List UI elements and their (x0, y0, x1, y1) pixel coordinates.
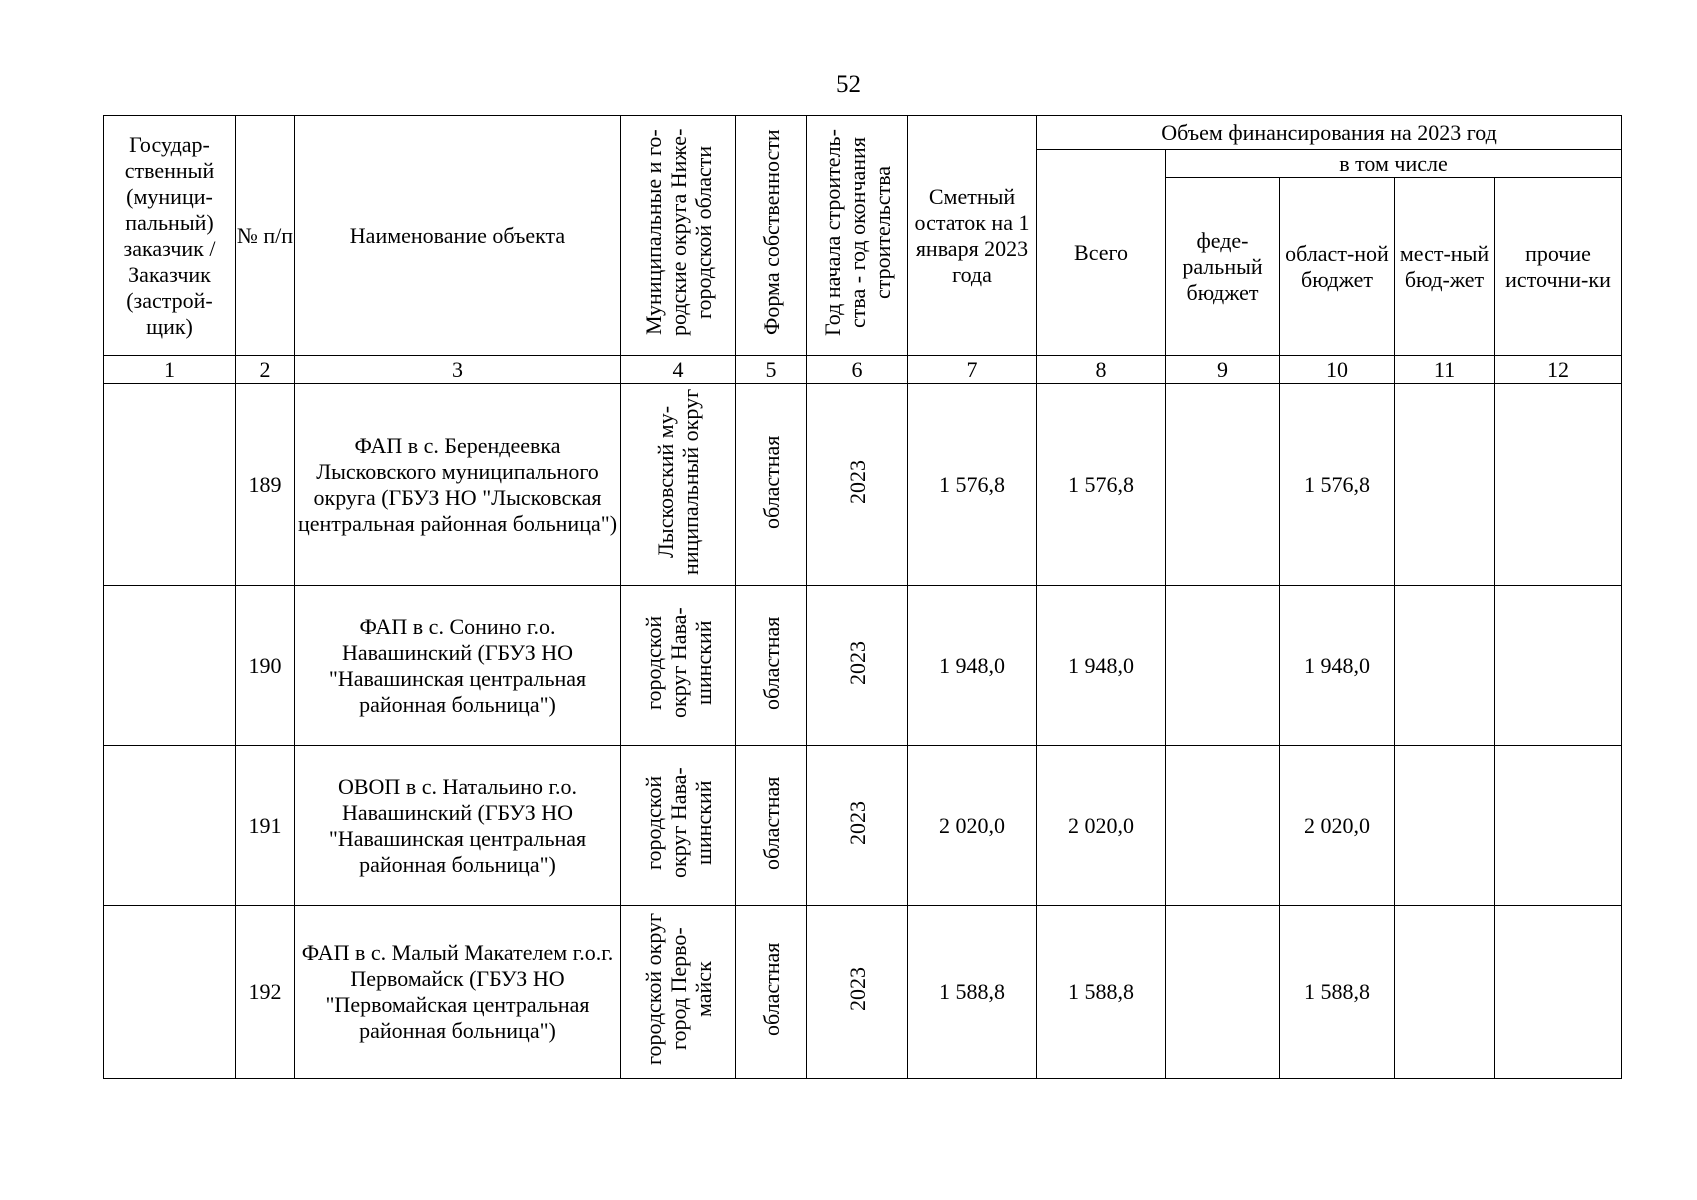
row-local (1395, 586, 1495, 746)
row-municipality-text: Лысковский му-ниципальный округ (653, 388, 703, 575)
row-customer (104, 746, 236, 906)
row-federal (1166, 384, 1280, 586)
financing-table (103, 115, 1622, 1079)
header-years (807, 116, 908, 356)
row-balance: 1 948,0 (908, 586, 1037, 746)
row-local (1395, 746, 1495, 906)
row-other (1495, 746, 1622, 906)
column-number: 8 (1037, 356, 1166, 384)
row-years (807, 746, 908, 906)
header-estimate-balance: Сметный остаток на 1 января 2023 года (908, 116, 1037, 356)
row-total: 2 020,0 (1037, 746, 1166, 906)
header-number: № п/п (236, 116, 295, 356)
row-local (1395, 906, 1495, 1079)
column-number: 7 (908, 356, 1037, 384)
row-balance: 1 588,8 (908, 906, 1037, 1079)
row-object-name: ФАП в с. Берендеевка Лысковского муниципального округа (ГБУЗ НО "Лысковская центральная районная больница") (295, 384, 621, 586)
row-municipality-text: городской округ город Перво-майск (640, 912, 716, 1066)
row-number: 189 (236, 384, 295, 586)
table-row (104, 906, 1622, 1079)
header-including: в том числе (1166, 150, 1622, 178)
row-balance: 1 576,8 (908, 384, 1037, 586)
column-number: 6 (807, 356, 908, 384)
header-funding-group: Объем финансирования на 2023 год (1037, 116, 1622, 150)
column-number: 5 (736, 356, 807, 384)
header-regional: област-ной бюджет (1280, 178, 1395, 356)
table-row (104, 746, 1622, 906)
row-ownership (736, 384, 807, 586)
row-years-text: 2023 (844, 640, 870, 685)
row-object-name: ФАП в с. Малый Макателем г.о.г. Первомайск (ГБУЗ НО "Первомайская центральная районная больница") (295, 906, 621, 1079)
header-customer: Государ-ственный (муници-пальный) заказчик / Заказчик (застрой-щик) (104, 116, 236, 356)
row-municipality (621, 906, 736, 1079)
row-years-text: 2023 (844, 800, 870, 845)
row-federal (1166, 906, 1280, 1079)
header-object-name: Наименование объекта (295, 116, 621, 356)
row-number: 191 (236, 746, 295, 906)
header-federal: феде-ральный бюджет (1166, 178, 1280, 356)
header-other: прочие источни-ки (1495, 178, 1622, 356)
table-row (104, 586, 1622, 746)
row-number: 190 (236, 586, 295, 746)
row-customer (104, 586, 236, 746)
column-number: 4 (621, 356, 736, 384)
row-municipality-text: городской округ Нава-шинский (640, 607, 716, 718)
row-total: 1 576,8 (1037, 384, 1166, 586)
row-years (807, 384, 908, 586)
row-regional: 1 588,8 (1280, 906, 1395, 1079)
header-total: Всего (1037, 150, 1166, 356)
row-ownership-text: областная (758, 615, 784, 710)
row-federal (1166, 586, 1280, 746)
row-ownership (736, 906, 807, 1079)
row-ownership (736, 586, 807, 746)
row-other (1495, 384, 1622, 586)
row-other (1495, 906, 1622, 1079)
row-ownership-text: областная (758, 942, 784, 1036)
header-municipality-text: Муниципальные и го-родские округа Ниже-городской области (640, 128, 716, 337)
row-regional: 1 948,0 (1280, 586, 1395, 746)
page-number: 52 (836, 71, 861, 98)
row-ownership (736, 746, 807, 906)
column-number: 3 (295, 356, 621, 384)
column-number: 2 (236, 356, 295, 384)
header-ownership (736, 116, 807, 356)
header-ownership-text: Форма собственности (758, 129, 784, 336)
column-number: 11 (1395, 356, 1495, 384)
row-balance: 2 020,0 (908, 746, 1037, 906)
header-municipality (621, 116, 736, 356)
row-object-name: ФАП в с. Сонино г.о. Навашинский (ГБУЗ НО "Навашинская центральная районная больница") (295, 586, 621, 746)
row-years-text: 2023 (844, 459, 870, 504)
header-local: мест-ный бюд-жет (1395, 178, 1495, 356)
row-federal (1166, 746, 1280, 906)
column-number: 12 (1495, 356, 1622, 384)
row-number: 192 (236, 906, 295, 1079)
column-number: 9 (1166, 356, 1280, 384)
row-customer (104, 384, 236, 586)
row-municipality (621, 746, 736, 906)
row-other (1495, 586, 1622, 746)
row-local (1395, 384, 1495, 586)
row-ownership-text: областная (758, 775, 784, 870)
column-number-row (104, 356, 1622, 384)
row-total: 1 948,0 (1037, 586, 1166, 746)
row-regional: 2 020,0 (1280, 746, 1395, 906)
row-years (807, 906, 908, 1079)
row-customer (104, 906, 236, 1079)
column-number: 1 (104, 356, 236, 384)
row-object-name: ОВОП в с. Натальино г.о. Навашинский (ГБУЗ НО "Навашинская центральная районная больница") (295, 746, 621, 906)
header-years-text: Год начала строитель-ства - год окончания строительства (819, 129, 895, 336)
row-municipality-text: городской округ Нава-шинский (640, 767, 716, 878)
row-total: 1 588,8 (1037, 906, 1166, 1079)
header-row-1 (104, 116, 1622, 150)
row-years (807, 586, 908, 746)
table-row (104, 384, 1622, 586)
row-years-text: 2023 (844, 967, 870, 1011)
row-ownership-text: областная (758, 434, 784, 529)
column-number: 10 (1280, 356, 1395, 384)
row-municipality (621, 586, 736, 746)
row-regional: 1 576,8 (1280, 384, 1395, 586)
row-municipality (621, 384, 736, 586)
